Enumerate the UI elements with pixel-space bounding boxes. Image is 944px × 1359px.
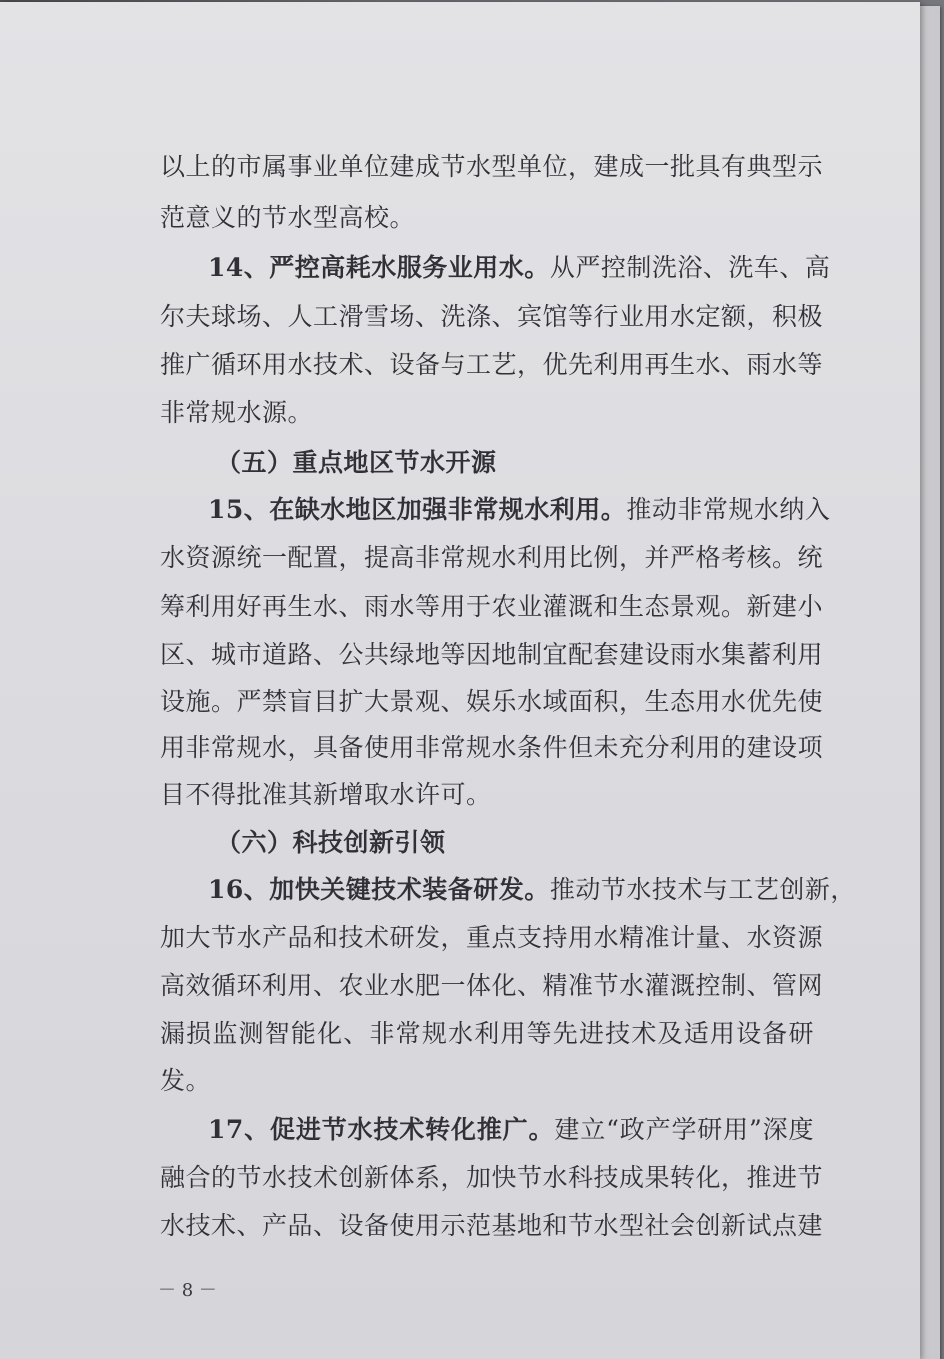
text-line: 以上的市属事业单位建成节水型单位，建成一批具有典型示 bbox=[160, 152, 824, 181]
item-17-title: 促进节水技术转化推广。 bbox=[270, 1115, 555, 1144]
section-heading-5: （五）重点地区节水开源 bbox=[216, 448, 497, 477]
item-15 bbox=[208, 493, 831, 527]
item-14-number: 14、 bbox=[208, 253, 270, 282]
text-line: 推广循环用水技术、设备与工艺，优先利用再生水、雨水等 bbox=[160, 350, 824, 379]
item-15-number: 15、 bbox=[208, 495, 270, 524]
text-line: 区、城市道路、公共绿地等因地制宜配套建设雨水集蓄利用 bbox=[160, 640, 824, 669]
item-14 bbox=[208, 251, 831, 285]
page-content bbox=[0, 2, 920, 1359]
text-line: 设施。严禁盲目扩大景观、娱乐水域面积，生态用水优先使 bbox=[160, 687, 824, 716]
text-line: 范意义的节水型高校。 bbox=[160, 203, 416, 232]
item-16-number: 16、 bbox=[208, 875, 270, 904]
text-line: 目不得批准其新增取水许可。 bbox=[160, 780, 492, 809]
text-line: 尔夫球场、人工滑雪场、洗涤、宾馆等行业用水定额，积极 bbox=[160, 302, 824, 331]
item-17-text: 建立“政产学研用”深度 bbox=[554, 1115, 814, 1144]
text-line: 水资源统一配置，提高非常规水利用比例，并严格考核。统 bbox=[160, 543, 824, 572]
page-number: － 8 － bbox=[158, 1280, 217, 1301]
item-17 bbox=[208, 1113, 814, 1147]
item-14-text: 从严控制洗浴、洗车、高 bbox=[549, 253, 831, 282]
item-14-title: 严控高耗水服务业用水。 bbox=[269, 253, 550, 282]
item-15-text: 推动非常规水纳入 bbox=[626, 495, 831, 524]
text-line: 发。 bbox=[160, 1066, 212, 1095]
text-line: 水技术、产品、设备使用示范基地和节水型社会创新试点建 bbox=[160, 1211, 824, 1240]
text-line: 非常规水源。 bbox=[160, 398, 314, 427]
item-16-text: 推动节水技术与工艺创新， bbox=[549, 875, 856, 904]
text-line: 筹利用好再生水、雨水等用于农业灌溉和生态景观。新建小 bbox=[160, 592, 824, 621]
item-17-number: 17、 bbox=[208, 1115, 270, 1144]
item-15-title: 在缺水地区加强非常规水利用。 bbox=[269, 495, 627, 524]
item-16-title: 加快关键技术装备研发。 bbox=[269, 875, 550, 904]
text-line: 融合的节水技术创新体系，加快节水科技成果转化，推进节 bbox=[160, 1163, 824, 1192]
text-line: 高效循环利用、农业水肥一体化、精准节水灌溉控制、管网 bbox=[160, 971, 824, 1000]
section-heading-6: （六）科技创新引领 bbox=[216, 828, 446, 857]
text-line: 加大节水产品和技术研发，重点支持用水精准计量、水资源 bbox=[160, 923, 824, 952]
document-page bbox=[0, 2, 920, 1359]
text-line: 用非常规水，具备使用非常规水条件但未充分利用的建设项 bbox=[160, 733, 824, 762]
text-line: 漏损监测智能化、非常规水利用等先进技术及适用设备研 bbox=[160, 1019, 814, 1048]
item-16 bbox=[208, 873, 856, 907]
